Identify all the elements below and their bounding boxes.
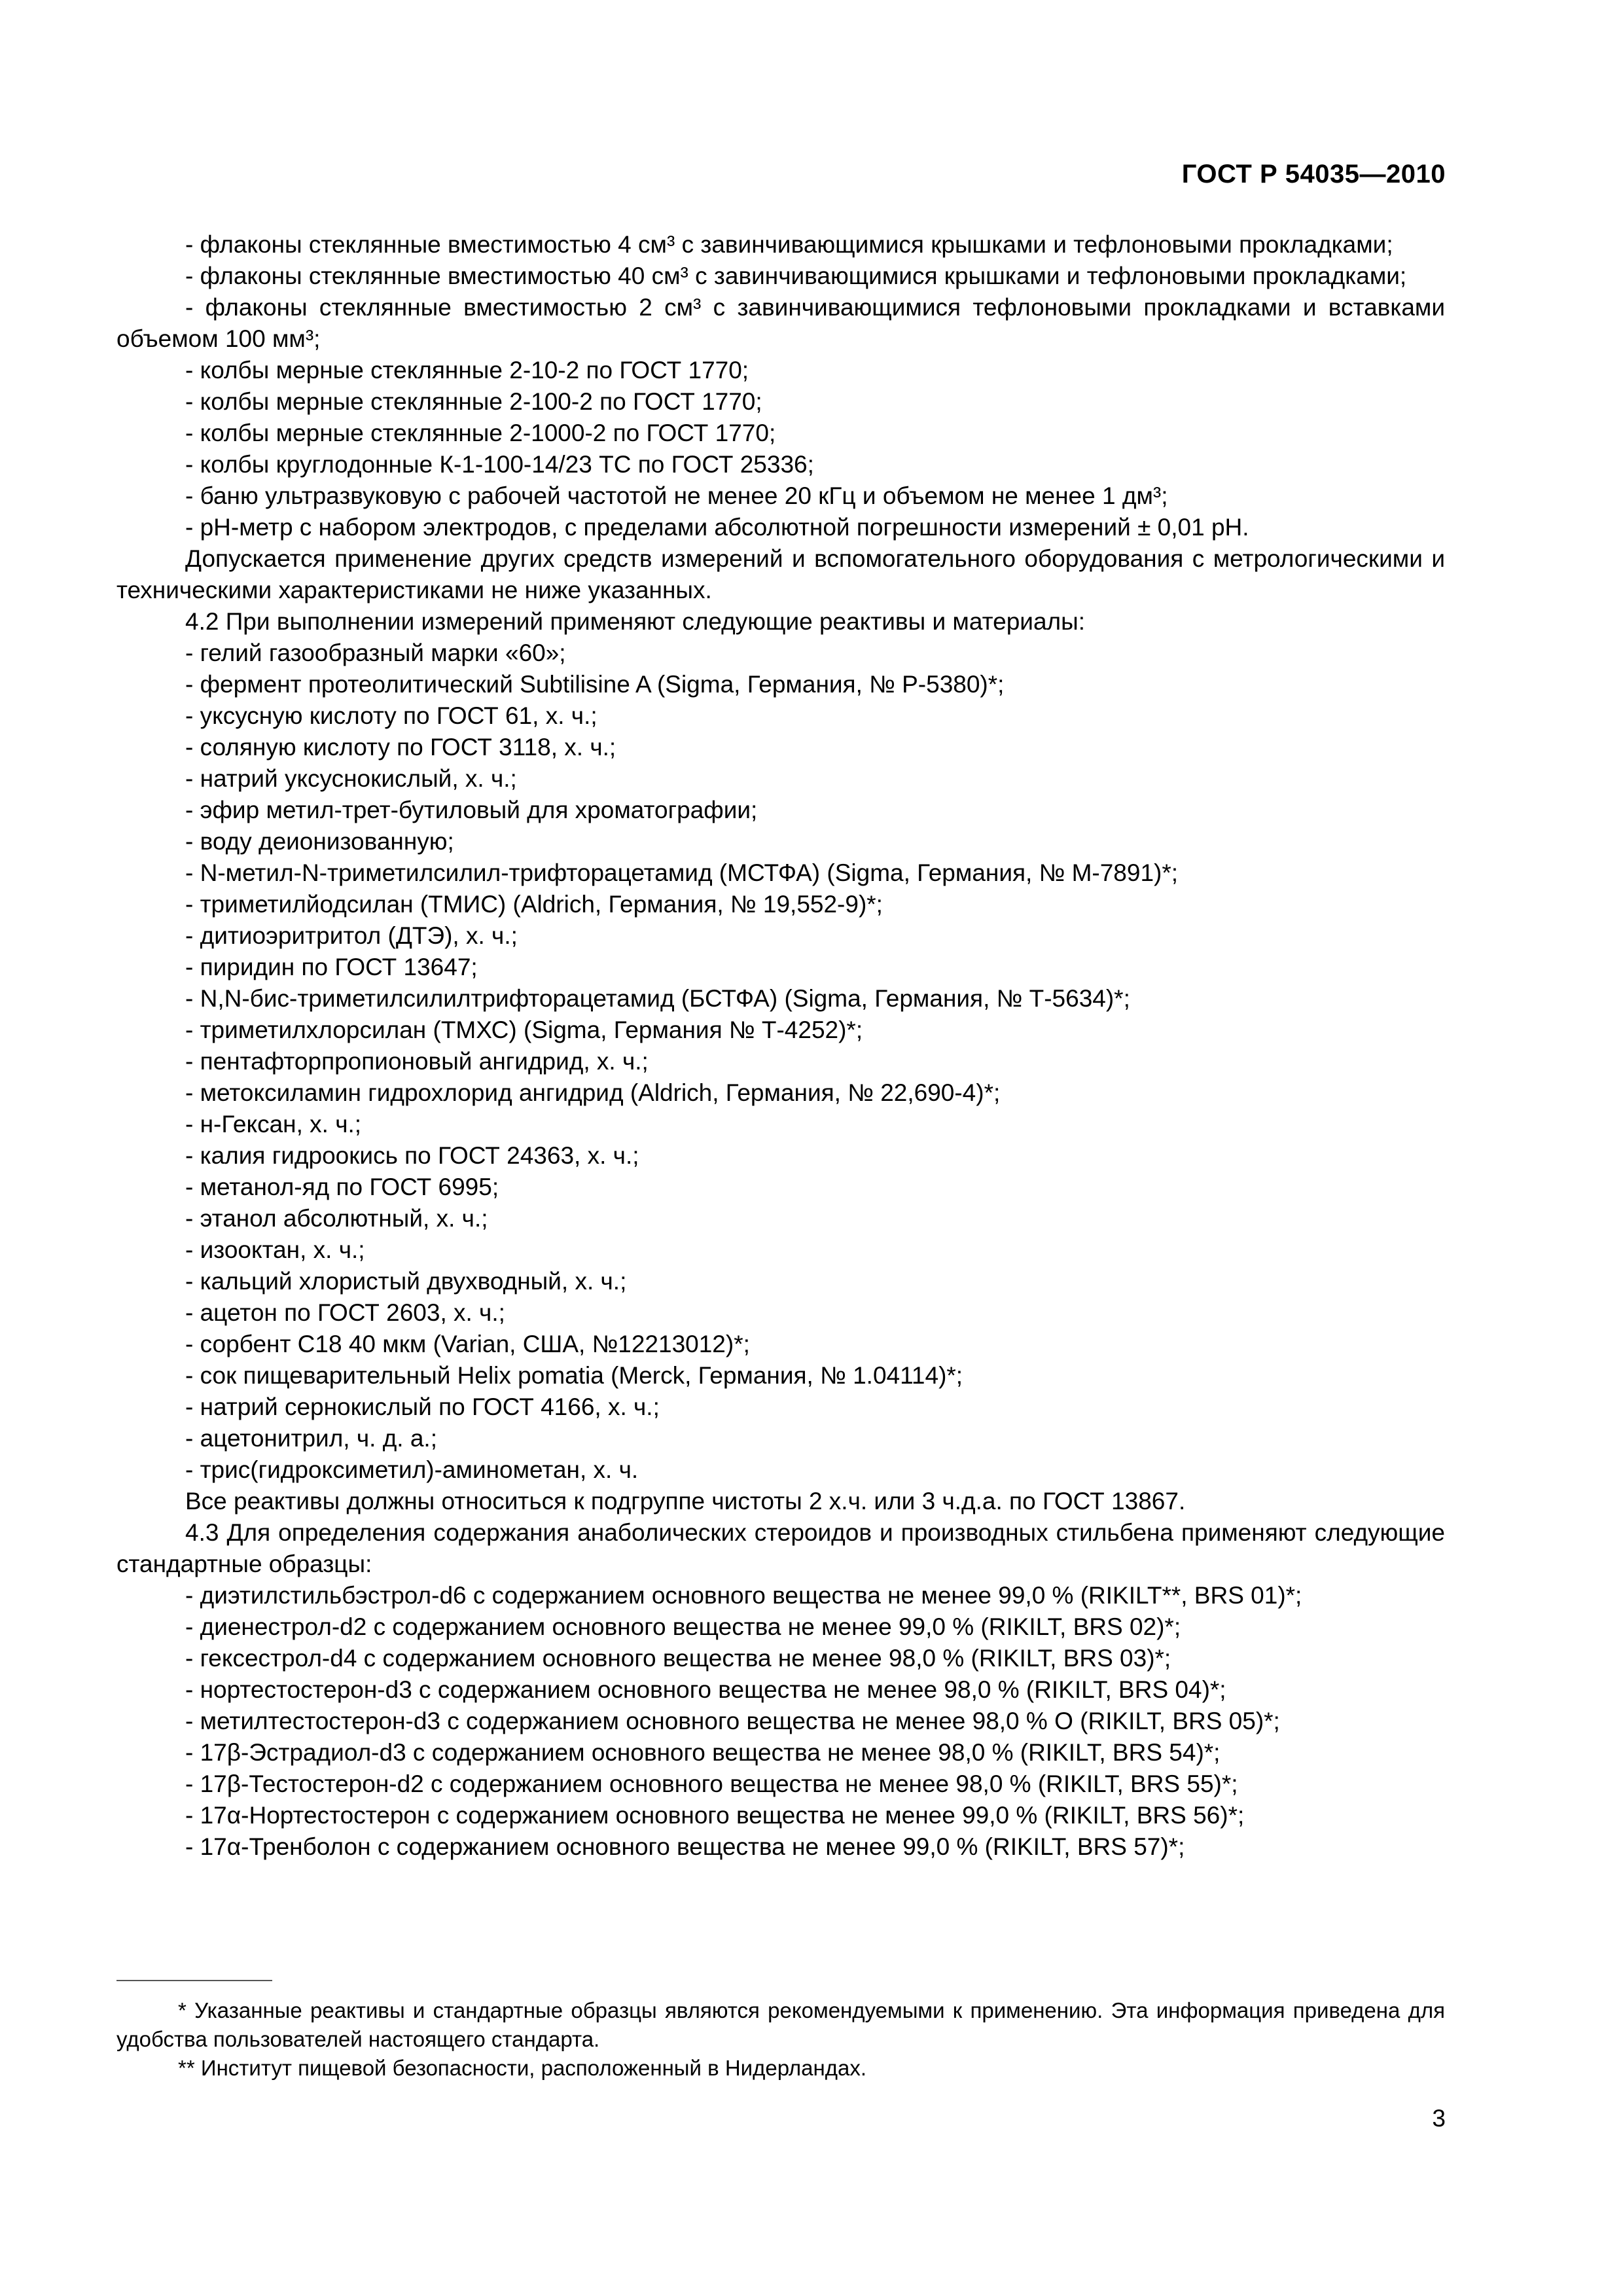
- list-item: - баню ультразвуковую с рабочей частотой не менее 20 кГц и объемом не менее 1 дм³;: [185, 482, 1168, 509]
- list-item: - изооктан, х. ч.;: [185, 1236, 365, 1263]
- list-item: - 17α-Тренболон с содержанием основного вещества не менее 99,0 % (RIKILT, BRS 57)*;: [185, 1833, 1185, 1860]
- list-item: - флаконы стеклянные вместимостью 40 см³ с завинчивающимися крышками и тефлоновыми прокладками;: [185, 262, 1407, 289]
- list-item: - трис(гидроксиметил)-аминометан, х. ч.: [185, 1456, 639, 1483]
- footnote-separator: [116, 1980, 272, 1981]
- list-item: - соляную кислоту по ГОСТ 3118, х. ч.;: [185, 734, 616, 761]
- list-item: - рН-метр с набором электродов, с пределами абсолютной погрешности измерений ± 0,01 рН.: [185, 514, 1249, 541]
- list-item: - натрий уксуснокислый, х. ч.;: [185, 765, 517, 792]
- list-item: - ацетонитрил, ч. д. а.;: [185, 1425, 437, 1452]
- list-item: - 17β-Тестостерон-d2 с содержанием основного вещества не менее 98,0 % (RIKILT, BRS 55)*;: [185, 1770, 1238, 1797]
- document-body: [116, 229, 1445, 1863]
- list-item: - эфир метил-трет-бутиловый для хроматографии;: [185, 797, 758, 823]
- list-item: - натрий сернокислый по ГОСТ 4166, х. ч.;: [185, 1393, 660, 1420]
- list-item: - этанол абсолютный, х. ч.;: [185, 1205, 488, 1232]
- list-item: - 17α-Нортестостерон с содержанием основного вещества не менее 99,0 % (RIKILT, BRS 56)*;: [185, 1802, 1245, 1829]
- paragraph: 4.2 При выполнении измерений применяют следующие реактивы и материалы:: [185, 608, 1085, 635]
- list-item: - диэтилстильбэстрол-d6 с содержанием основного вещества не менее 99,0 % (RIKILT**, BRS 01)*;: [185, 1582, 1302, 1609]
- list-item: - N-метил-N-триметилсилил-трифторацетамид (МСТФА) (Sigma, Германия, № М-7891)*;: [185, 859, 1179, 886]
- list-item: - гелий газообразный марки «60»;: [185, 639, 566, 666]
- list-item: - нортестостерон-d3 с содержанием основного вещества не менее 98,0 % (RIKILT, BRS 04)*;: [185, 1676, 1226, 1703]
- list-item: - триметилхлорсилан (ТМХС) (Sigma, Германия № Т-4252)*;: [185, 1016, 863, 1043]
- list-item: - кальций хлористый двухводный, х. ч.;: [185, 1268, 627, 1295]
- list-item: - воду деионизованную;: [185, 828, 454, 855]
- footnote-2: ** Институт пищевой безопасности, расположенный в Нидерландах.: [178, 2056, 867, 2080]
- paragraph: Все реактивы должны относиться к подгруппе чистоты 2 х.ч. или 3 ч.д.а. по ГОСТ 13867.: [185, 1488, 1186, 1515]
- list-item: - флаконы стеклянные вместимостью 4 см³ с завинчивающимися крышками и тефлоновыми прокладками;: [185, 231, 1393, 258]
- list-item: - сорбент С18 40 мкм (Varian, США, №12213012)*;: [185, 1331, 750, 1357]
- footnotes: [116, 1996, 1445, 2083]
- list-item: - диенестрол-d2 с содержанием основного вещества не менее 99,0 % (RIKILT, BRS 02)*;: [185, 1613, 1181, 1640]
- list-item: - метоксиламин гидрохлорид ангидрид (Aldrich, Германия, № 22,690-4)*;: [185, 1079, 1001, 1106]
- paragraph: 4.3 Для определения содержания анаболических стероидов и производных стильбена применяют следующие стандартные образцы:: [116, 1519, 1445, 1577]
- list-item: - колбы мерные стеклянные 2-1000-2 по ГОСТ 1770;: [185, 420, 776, 446]
- list-item: - флаконы стеклянные вместимостью 2 см³ с завинчивающимися тефлоновыми прокладками и вставками объемом 100 мм³;: [116, 294, 1445, 352]
- list-item: - колбы круглодонные К-1-100-14/23 ТС по ГОСТ 25336;: [185, 451, 814, 478]
- list-item: - колбы мерные стеклянные 2-10-2 по ГОСТ 1770;: [185, 357, 749, 384]
- list-item: - N,N-бис-триметилсилилтрифторацетамид (БСТФА) (Sigma, Германия, № Т-5634)*;: [185, 985, 1130, 1012]
- paragraph: Допускается применение других средств измерений и вспомогательного оборудования с метрологическими и техническими характеристиками не ниже указанных.: [116, 545, 1445, 603]
- list-item: - метанол-яд по ГОСТ 6995;: [185, 1174, 499, 1200]
- footnote-1: * Указанные реактивы и стандартные образцы являются рекомендуемыми к применению. Эта информация приведена для удобства пользователей настоящего стандарта.: [116, 1998, 1445, 2051]
- list-item: - н-Гексан, х. ч.;: [185, 1111, 362, 1138]
- list-item: - пентафторпропионовый ангидрид, х. ч.;: [185, 1048, 649, 1075]
- list-item: - триметилйодсилан (ТМИС) (Aldrich, Германия, № 19,552-9)*;: [185, 891, 883, 918]
- list-item: - фермент протеолитический Subtilisine A (Sigma, Германия, № Р-5380)*;: [185, 671, 1005, 698]
- list-item: - уксусную кислоту по ГОСТ 61, х. ч.;: [185, 702, 597, 729]
- list-item: - колбы мерные стеклянные 2-100-2 по ГОСТ 1770;: [185, 388, 762, 415]
- list-item: - 17β-Эстрадиол-d3 с содержанием основного вещества не менее 98,0 % (RIKILT, BRS 54)*;: [185, 1739, 1221, 1766]
- document-header: ГОСТ Р 54035—2010: [1181, 160, 1446, 188]
- list-item: - гексестрол-d4 с содержанием основного вещества не менее 98,0 % (RIKILT, BRS 03)*;: [185, 1645, 1171, 1672]
- list-item: - пиридин по ГОСТ 13647;: [185, 954, 478, 980]
- list-item: - калия гидроокись по ГОСТ 24363, х. ч.;: [185, 1142, 639, 1169]
- list-item: - метилтестостерон-d3 с содержанием основного вещества не менее 98,0 % О (RIKILT, BRS 05)*;: [185, 1708, 1280, 1734]
- list-item: - дитиоэритритол (ДТЭ), х. ч.;: [185, 922, 518, 949]
- list-item: - сок пищеварительный Helix pomatia (Merck, Германия, № 1.04114)*;: [185, 1362, 963, 1389]
- list-item: - ацетон по ГОСТ 2603, х. ч.;: [185, 1299, 505, 1326]
- page-number: 3: [1432, 2105, 1446, 2132]
